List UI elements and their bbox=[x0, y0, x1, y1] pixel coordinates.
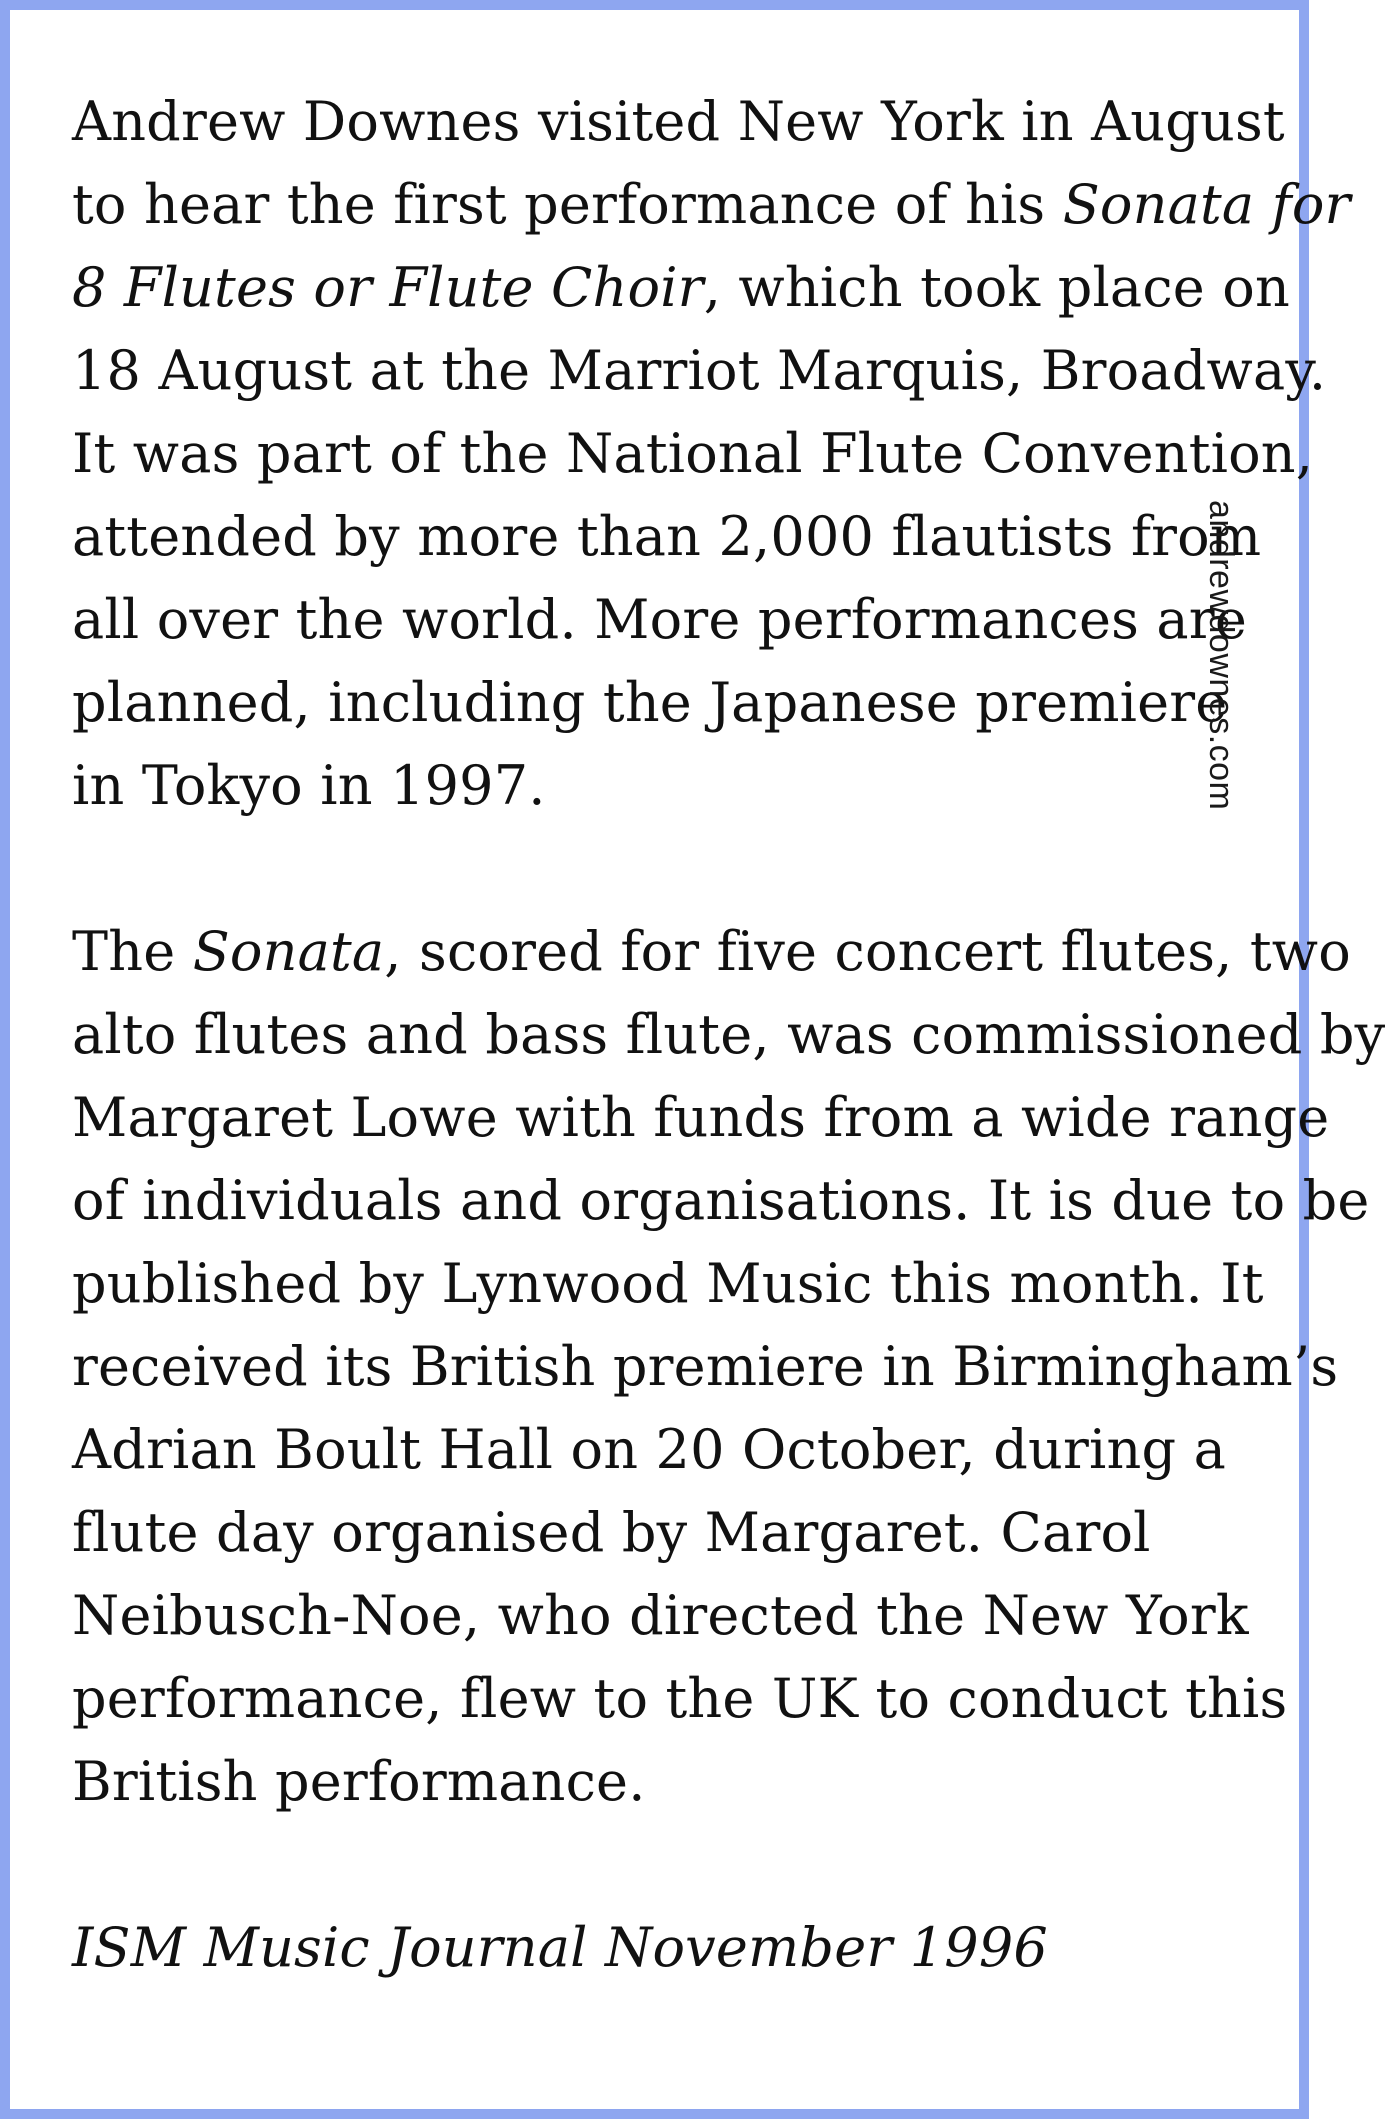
text-line: Margaret Lowe with funds from a wide range bbox=[72, 1086, 1330, 1149]
text-line: alto flutes and bass flute, was commissioned by bbox=[72, 1003, 1385, 1066]
text-line: in Tokyo in 1997. bbox=[72, 754, 546, 817]
text-line: Andrew Downes visited New York in August bbox=[72, 90, 1285, 153]
text-span: , scored for five concert flutes, two bbox=[384, 920, 1351, 983]
website-url: andrewdownes.com bbox=[1202, 500, 1240, 811]
paragraph-spacer bbox=[72, 827, 1242, 910]
text-line: planned, including the Japanese premiere bbox=[72, 671, 1228, 734]
text-line: Neibusch-Noe, who directed the New York bbox=[72, 1584, 1249, 1647]
text-line bbox=[72, 910, 1351, 993]
text-line: received its British premiere in Birmingham’s bbox=[72, 1335, 1339, 1398]
paragraph-british-premiere bbox=[72, 910, 1385, 1823]
work-title: Sonata bbox=[192, 920, 385, 983]
text-line: Adrian Boult Hall on 20 October, during a bbox=[72, 1418, 1227, 1481]
text-line: It was part of the National Flute Convention, bbox=[72, 422, 1314, 485]
paragraph-new-york-premiere bbox=[72, 80, 1351, 827]
text-span: to hear the first performance of his bbox=[72, 173, 1063, 236]
text-line: attended by more than 2,000 flautists from bbox=[72, 505, 1262, 568]
paragraph-spacer bbox=[72, 1823, 1242, 1906]
text-line: all over the world. More performances are bbox=[72, 588, 1247, 651]
citation-text: ISM Music Journal November 1996 bbox=[72, 1916, 1048, 1979]
text-span: The bbox=[72, 920, 193, 983]
text-line: flute day organised by Margaret. Carol bbox=[72, 1501, 1151, 1564]
text-line: British performance. bbox=[72, 1750, 646, 1813]
source-citation bbox=[72, 1906, 1242, 1989]
work-title: Sonata for bbox=[1062, 173, 1351, 236]
text-line: 18 August at the Marriot Marquis, Broadway. bbox=[72, 339, 1327, 402]
text-line: published by Lynwood Music this month. It bbox=[72, 1252, 1264, 1315]
text-line: of individuals and organisations. It is due to be bbox=[72, 1169, 1370, 1232]
text-line bbox=[72, 246, 1290, 329]
article-text bbox=[72, 80, 1385, 1989]
text-span: , which took place on bbox=[703, 256, 1290, 319]
text-line: performance, flew to the UK to conduct this bbox=[72, 1667, 1288, 1730]
work-title: 8 Flutes or Flute Choir bbox=[72, 256, 704, 319]
text-line bbox=[72, 163, 1351, 246]
